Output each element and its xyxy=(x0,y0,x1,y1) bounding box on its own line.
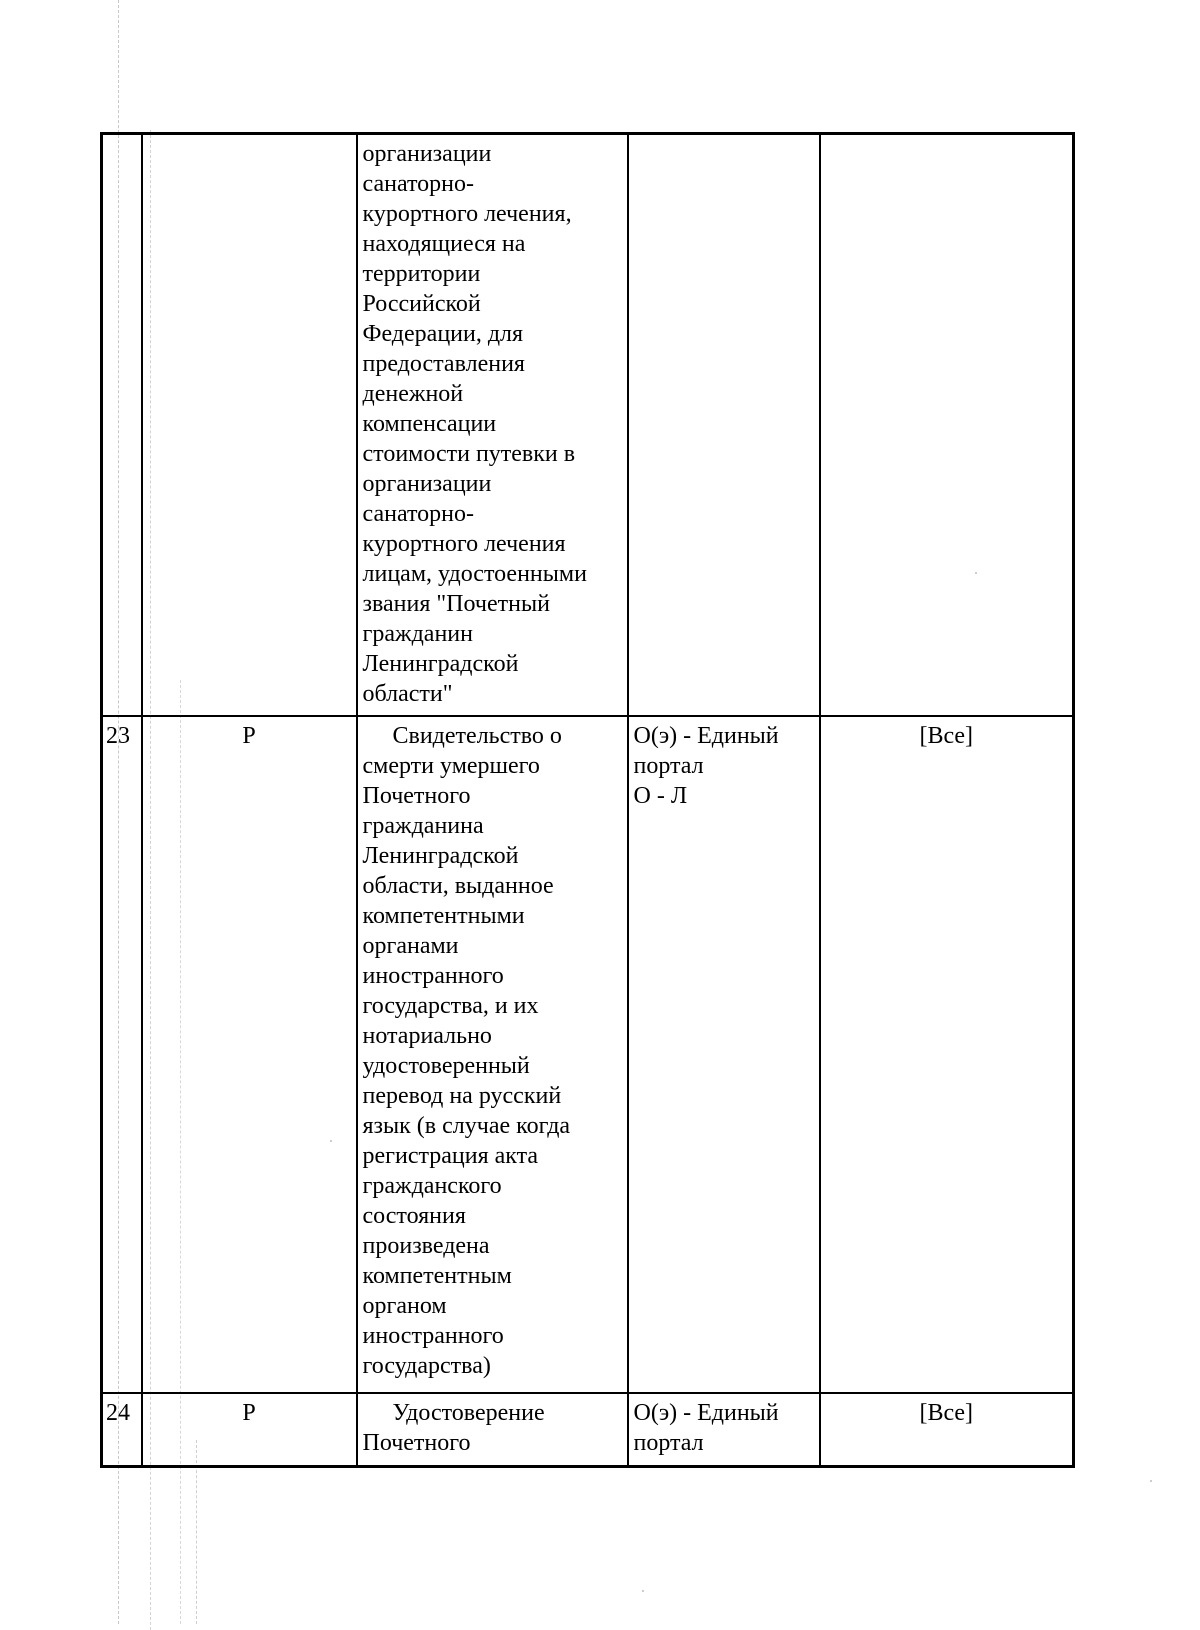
document-name-line: звания "Почетный xyxy=(362,591,550,617)
document-name-line: курортного лечения xyxy=(362,531,566,557)
document-name-line: денежной xyxy=(362,381,464,407)
document-name-line: государства, и их xyxy=(362,993,539,1019)
document-type-cell xyxy=(142,134,357,717)
document-name-line: иностранного xyxy=(362,1323,504,1349)
scope-cell: [Все] xyxy=(820,716,1074,1393)
channel-line: портал xyxy=(633,1430,704,1456)
document-name-line: области" xyxy=(362,681,453,707)
table-row xyxy=(102,716,1074,1393)
scan-speck xyxy=(1150,1480,1152,1482)
document-name-line: удостоверенный xyxy=(362,1053,530,1079)
document-name-line: гражданского xyxy=(362,1173,502,1199)
document-name-line: Свидетельство о xyxy=(392,723,562,749)
channel-cell xyxy=(628,716,820,1393)
scope-cell xyxy=(820,134,1074,717)
document-name-line: государства) xyxy=(362,1353,491,1379)
document-name-cell xyxy=(357,716,628,1393)
row-number-cell xyxy=(102,134,142,717)
document-name-line: Российской xyxy=(362,291,481,317)
document-name-line: иностранного xyxy=(362,963,504,989)
scan-streak xyxy=(196,1440,197,1624)
document-name-line: стоимости путевки в xyxy=(362,441,576,467)
channel-line: портал xyxy=(633,753,704,779)
document-name-line: предоставления xyxy=(362,351,525,377)
document-type-cell: Р xyxy=(142,1393,357,1466)
table-row xyxy=(102,1393,1074,1466)
document-name-line: организации xyxy=(362,471,492,497)
scan-speck xyxy=(642,1590,644,1592)
document-name-line: Почетного xyxy=(362,1430,471,1456)
document-name-line: органом xyxy=(362,1293,447,1319)
document-name-line: лицам, удостоенными xyxy=(362,561,587,587)
document-name-line: компенсации xyxy=(362,411,497,437)
document-name-line: Почетного xyxy=(362,783,471,809)
documents-table xyxy=(100,132,1075,1468)
channel-cell xyxy=(628,134,820,717)
scope-cell: [Все] xyxy=(820,1393,1074,1466)
document-name-line: перевод на русский xyxy=(362,1083,562,1109)
table-row xyxy=(102,134,1074,717)
document-name-cell xyxy=(357,1393,628,1466)
document-name-cell xyxy=(357,134,628,717)
document-name-line: язык (в случае когда xyxy=(362,1113,571,1139)
document-name-line: компетентным xyxy=(362,1263,512,1289)
document-name-line: гражданина xyxy=(362,813,484,839)
document-name-line: области, выданное xyxy=(362,873,554,899)
document-name-line: нотариально xyxy=(362,1023,492,1049)
document-name-line: находящиеся на xyxy=(362,231,526,257)
document-name-line: компетентными xyxy=(362,903,525,929)
document-name-line: состояния xyxy=(362,1203,466,1229)
document-name-line: организации xyxy=(362,141,492,167)
row-number-cell: 24 xyxy=(102,1393,142,1466)
document-name-line: Федерации, для xyxy=(362,321,524,347)
channel-line: О - Л xyxy=(633,783,688,809)
document-name-line: санаторно- xyxy=(362,501,474,527)
document-name-line: Ленинградской xyxy=(362,843,519,869)
channel-line: О(э) - Единый xyxy=(633,1400,779,1426)
row-number-cell: 23 xyxy=(102,716,142,1393)
channel-line: О(э) - Единый xyxy=(633,723,779,749)
document-name-line: санаторно- xyxy=(362,171,474,197)
document-name-line: Ленинградской xyxy=(362,651,519,677)
document-type-cell: Р xyxy=(142,716,357,1393)
document-name-line: органами xyxy=(362,933,459,959)
document-name-line: гражданин xyxy=(362,621,473,647)
document-name-line: территории xyxy=(362,261,481,287)
document-name-line: произведена xyxy=(362,1233,490,1259)
document-name-line: курортного лечения, xyxy=(362,201,572,227)
channel-cell xyxy=(628,1393,820,1466)
document-name-line: смерти умершего xyxy=(362,753,540,779)
document-name-line: Удостоверение xyxy=(392,1400,545,1426)
document-name-line: регистрация акта xyxy=(362,1143,539,1169)
